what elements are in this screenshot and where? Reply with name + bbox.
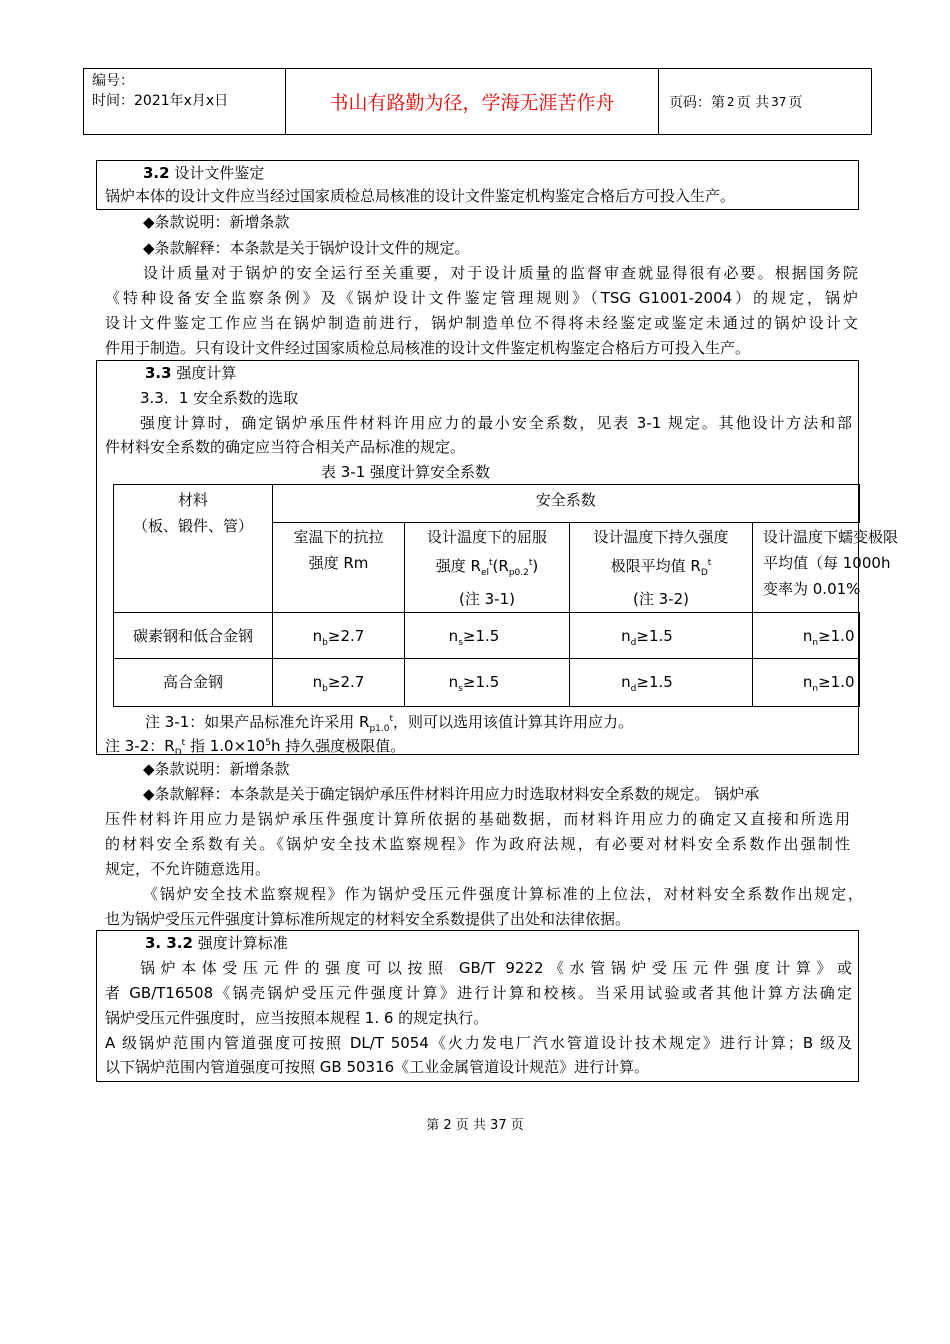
paragraph-line: 压件材料许用应力是锅炉承压件强度计算所依据的基础数据，而材料许用应力的确定又直接和所选用 [105,810,850,828]
cell-text: n [621,627,631,645]
cell-text: 碳素钢和低合金钢 [132,627,253,645]
paragraph-line: 《锅炉安全技术监察规程》作为锅炉受压元件强度计算标准的上位法，对材料安全系数作出规定， [143,885,863,903]
safety-factor-table [113,484,899,707]
cell-text: n [312,673,323,691]
note-text: 注 3-1：如果产品标准允许采用 R [145,713,370,731]
cell-text: 高合金钢 [162,673,223,691]
col-text: 平均值（每 1000h [763,554,891,572]
paragraph-line: 规定，不允许随意选用。 [105,860,271,878]
col-text-part: ) [532,557,539,575]
cell-text: n [448,673,459,691]
subscript: D [700,568,708,578]
clause-explanation: ◆条款解释：本条款是关于确定锅炉承压件材料许用应力时选取材料安全系数的规定。 锅炉承 [143,785,760,803]
subscript: D [174,748,182,758]
table-row [114,659,860,707]
paragraph-line: 强度计算时，确定锅炉承压件材料许用应力的最小安全系数，见表 3-1 规定。其他设计方法和部 [140,414,852,432]
col-text: 变率为 0.01% [763,580,861,598]
col-text: 强度 Rm [308,554,369,572]
subsection-title: 3.3．1 安全系数的选取 [140,389,299,407]
paragraph-line: 锅炉本体受压元件的强度可以按照 GB/T 9222《水管锅炉受压元件强度计算》或 [140,959,852,977]
col-text-part: 强度 R [435,557,481,575]
cell-value: ≥2.7 [327,627,365,645]
subscript: d [630,684,637,694]
cell-text: n [312,627,323,645]
cell-ns [405,613,570,659]
subscript: b [322,638,328,648]
number-label: 编号： [92,73,134,89]
section-3-3-2-heading [145,932,288,954]
note-text: h 持久强度极限值。 [270,737,406,755]
page-header [83,68,872,135]
section-number: 3.3 [145,364,172,382]
cell-value: ≥1.5 [636,673,673,691]
paragraph-line: 件用于制造。只有设计文件经过国家质检总局核准的设计文件鉴定机构鉴定合格后方可投入生产。 [105,339,751,357]
page-total: 37 [771,94,787,109]
cell-material [114,659,273,707]
clause-description: ◆条款说明：新增条款 [143,760,290,778]
clause-description: ◆条款说明：新增条款 [143,213,290,231]
page-suffix: 页 [788,94,803,111]
material-header [114,485,273,613]
note-text: 指 1.0×10 [185,737,266,755]
superscript: t [707,558,712,568]
paragraph-line: 设计文件鉴定工作应当在锅炉制造前进行，锅炉制造单位不得将未经鉴定或鉴定未通过的锅炉设计文 [105,314,858,332]
subscript: d [630,638,637,648]
cell-text: n [802,627,813,645]
cell-material [114,613,273,659]
col-text: 设计温度下的屈服 [426,528,547,546]
superscript: 5 [265,738,271,748]
header-page-info [659,69,871,134]
paragraph-line: 者 GB/T16508《锅壳锅炉受压元件强度计算》进行计算和校核。当采用试验或者其他计算方法确定 [105,984,852,1002]
col-tensile-strength [273,523,405,613]
subscript: n [812,638,819,648]
col-creep-limit-text [763,524,898,602]
cell-nd [570,659,753,707]
cell-value: ≥1.0 [818,627,855,645]
paragraph-line: 锅炉受压元件强度时，应当按照本规程 1. 6 的规定执行。 [105,1009,489,1027]
superscript: t [181,738,186,748]
safety-factor-header-text: 安全系数 [535,491,596,509]
material-header-line2: （板、锻件、管） [132,517,253,535]
col-text: 设计温度下蠕变极限 [763,528,899,546]
subscript: el [480,568,489,578]
section-3-2-heading [143,162,264,184]
col-text [405,550,569,586]
subscript: b [322,684,328,694]
note-text: ，则可以选用该值计算其许用应力。 [393,713,634,731]
section-title: 强度计算 [171,364,237,382]
section-3-2-rule: 锅炉本体的设计文件应当经过国家质检总局核准的设计文件鉴定机构鉴定合格后方可投入生产。 [105,187,736,205]
col-text: 设计温度下持久强度 [593,528,729,546]
cell-value: ≥1.5 [462,673,500,691]
page-footer: 第 2 页 共 37 页 [426,1118,524,1133]
cell-text: n [448,627,459,645]
safety-factor-header [273,485,860,523]
header-meta [84,69,286,134]
col-text-part: 极限平均值 R [610,557,701,575]
page-prefix: 页码：第 [669,94,725,111]
cell-nn [753,659,860,707]
superscript: t [489,558,493,568]
cell-text: n [621,673,631,691]
col-text: (注 3-2) [633,590,689,608]
cell-nn [753,613,860,659]
section-3-3-heading [145,362,236,384]
cell-ns [405,659,570,707]
paragraph-line: 也为锅炉受压元件强度计算标准所规定的材料安全系数提供了出处和法律依据。 [105,910,631,928]
cell-value: ≥1.0 [818,673,855,691]
header-motto: 书山有路勤为径，学海无涯苦作舟 [286,69,659,134]
section-title: 强度计算标准 [192,934,288,952]
table-row [114,613,860,659]
page-number: 2 [727,94,735,109]
note-text: 注 3-2：R [105,737,175,755]
page-mid: 页 共 [736,94,770,111]
subscript: s [458,638,463,648]
cell-value: ≥1.5 [636,627,673,645]
col-yield-strength [405,523,570,613]
cell-value: ≥2.7 [327,673,365,691]
cell-nb [273,659,405,707]
table-caption: 表 3-1 强度计算安全系数 [321,463,491,481]
paragraph-line: A 级锅炉范围内管道强度可按照 DL/T 5054《火力发电厂汽水管道设计技术规定》进行计算；B 级及 [105,1034,852,1052]
subscript: p0.2 [508,568,529,578]
subscript: p1.0 [369,724,390,734]
section-number: 3. 3.2 [145,934,193,952]
superscript: t [389,714,394,724]
section-number: 3.2 [143,164,170,182]
clause-explanation: ◆条款解释：本条款是关于锅炉设计文件的规定。 [143,239,470,257]
paragraph-line: 设计质量对于锅炉的安全运行至关重要，对于设计质量的监督审查就显得很有必要。根据国务院 [143,264,858,282]
paragraph-line: 以下锅炉范围内管道强度可按照 GB 50316《工业金属管道设计规范》进行计算。 [105,1058,650,1076]
paragraph-line: 件材料安全系数的确定应当符合相关产品标准的规定。 [105,438,466,456]
col-text-part: (R [492,557,509,575]
subscript: s [458,684,463,694]
cell-value: ≥1.5 [462,627,500,645]
col-creep-rupture [570,523,753,613]
cell-nd [570,613,753,659]
time-label: 时间：2021年x月x日 [92,93,229,109]
superscript: t [528,558,533,568]
col-text [570,550,752,586]
paragraph-line: 《特种设备安全监察条例》及《锅炉设计文件鉴定管理规则》（TSG G1001-2004）的规定，锅炉 [105,289,858,307]
col-text: 室温下的抗拉 [293,528,384,546]
paragraph-line: 的材料安全系数有关。《锅炉安全技术监察规程》作为政府法规，有必要对材料安全系数作出强制性 [105,835,850,853]
subscript: n [812,684,819,694]
cell-text: n [802,673,813,691]
col-creep-limit [753,523,899,613]
material-header-line1: 材料 [177,491,208,509]
col-text: (注 3-1) [459,590,515,608]
cell-nb [273,613,405,659]
section-title: 设计文件鉴定 [169,164,265,182]
